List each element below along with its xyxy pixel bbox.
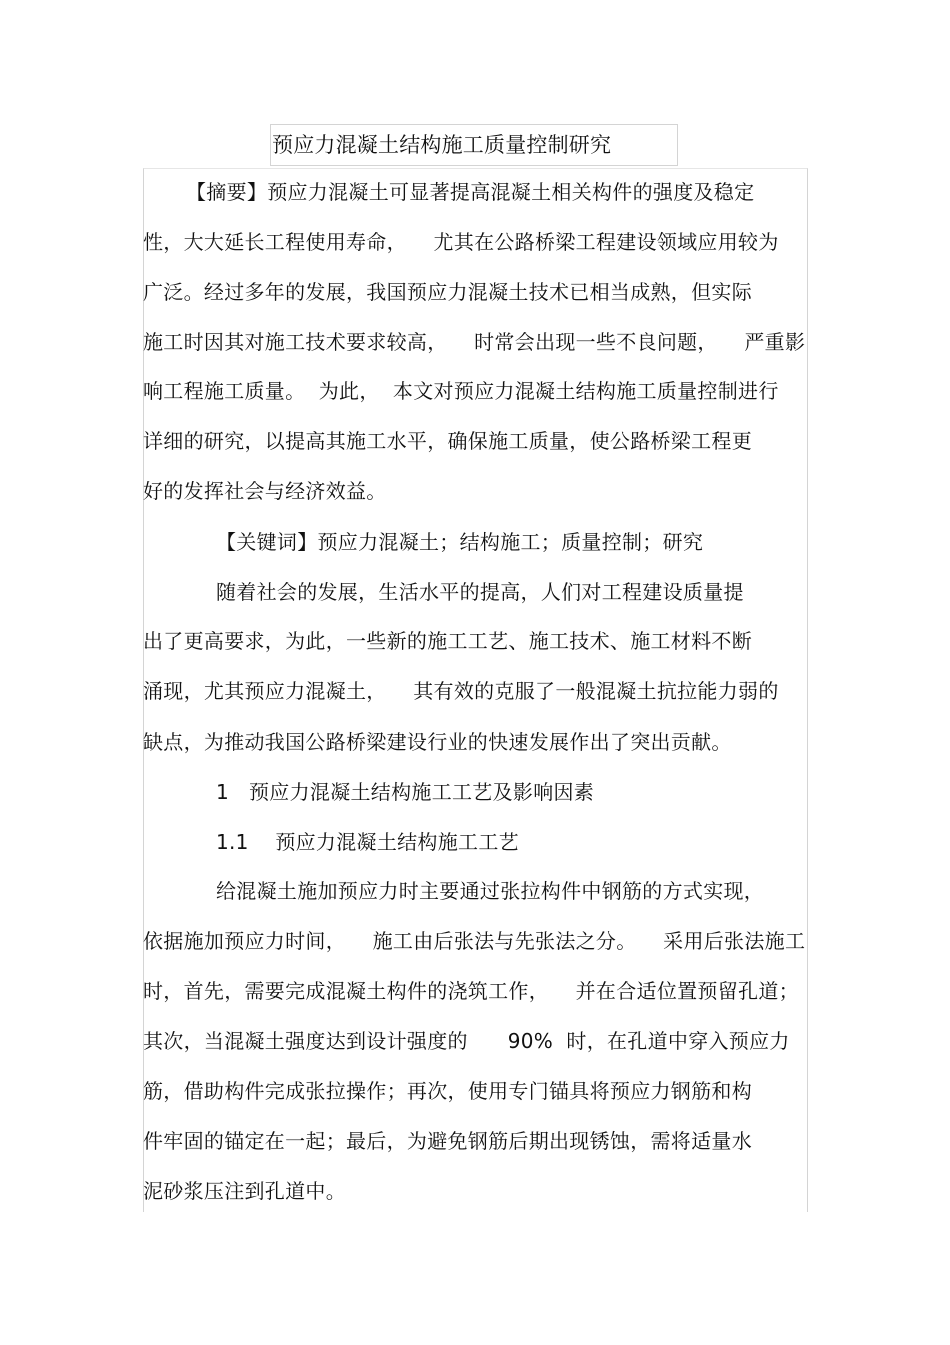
intro-line-4: 缺点，为推动我国公路桥梁建设行业的快速发展作出了突出贡献。 — [143, 730, 732, 754]
section-heading-1-1: 1.1 预应力混凝土结构施工工艺 — [216, 830, 519, 854]
body-line-2: 依据施加预应力时间， 施工由后张法与先张法之分。 采用后张法施工 — [143, 929, 806, 953]
intro-line-1: 随着社会的发展，生活水平的提高，人们对工程建设质量提 — [216, 580, 744, 604]
body-line-3: 时，首先，需要完成混凝土构件的浇筑工作， 并在合适位置预留孔道； — [143, 979, 799, 1003]
abstract-line-4: 施工时因其对施工技术要求较高， 时常会出现一些不良问题， 严重影 — [143, 330, 806, 354]
abstract-line-2: 性，大大延长工程使用寿命， 尤其在公路桥梁工程建设领域应用较为 — [143, 230, 779, 254]
abstract-line-6: 详细的研究，以提高其施工水平，确保施工质量，使公路桥梁工程更 — [143, 429, 752, 453]
body-line-7: 泥砂浆压注到孔道中。 — [143, 1179, 346, 1203]
body-line-4: 其次，当混凝土强度达到设计强度的 90% 时，在孔道中穿入预应力 — [143, 1029, 790, 1053]
section-heading-1: 1 预应力混凝土结构施工工艺及影响因素 — [216, 780, 595, 804]
abstract-line-5: 响工程施工质量。 为此， 本文对预应力混凝土结构施工质量控制进行 — [143, 379, 779, 403]
document-title: 预应力混凝土结构施工质量控制研究 — [272, 133, 612, 157]
intro-line-2: 出了更高要求，为此，一些新的施工工艺、施工技术、施工材料不断 — [143, 629, 752, 653]
keywords-line: 【关键词】预应力混凝土；结构施工；质量控制；研究 — [216, 530, 704, 554]
abstract-line-7: 好的发挥社会与经济效益。 — [143, 479, 387, 503]
intro-line-3: 涌现，尤其预应力混凝土， 其有效的克服了一般混凝土抗拉能力弱的 — [143, 679, 779, 703]
body-line-6: 件牢固的锚定在一起；最后，为避免钢筋后期出现锈蚀，需将适量水 — [143, 1129, 752, 1153]
body-line-5: 筋，借助构件完成张拉操作；再次，使用专门锚具将预应力钢筋和构 — [143, 1079, 752, 1103]
body-line-1: 给混凝土施加预应力时主要通过张拉构件中钢筋的方式实现， — [216, 879, 765, 903]
abstract-line-1: 【摘要】预应力混凝土可显著提高混凝土相关构件的强度及稳定 — [186, 180, 755, 204]
abstract-line-3: 广泛。经过多年的发展，我国预应力混凝土技术已相当成熟，但实际 — [143, 280, 752, 304]
